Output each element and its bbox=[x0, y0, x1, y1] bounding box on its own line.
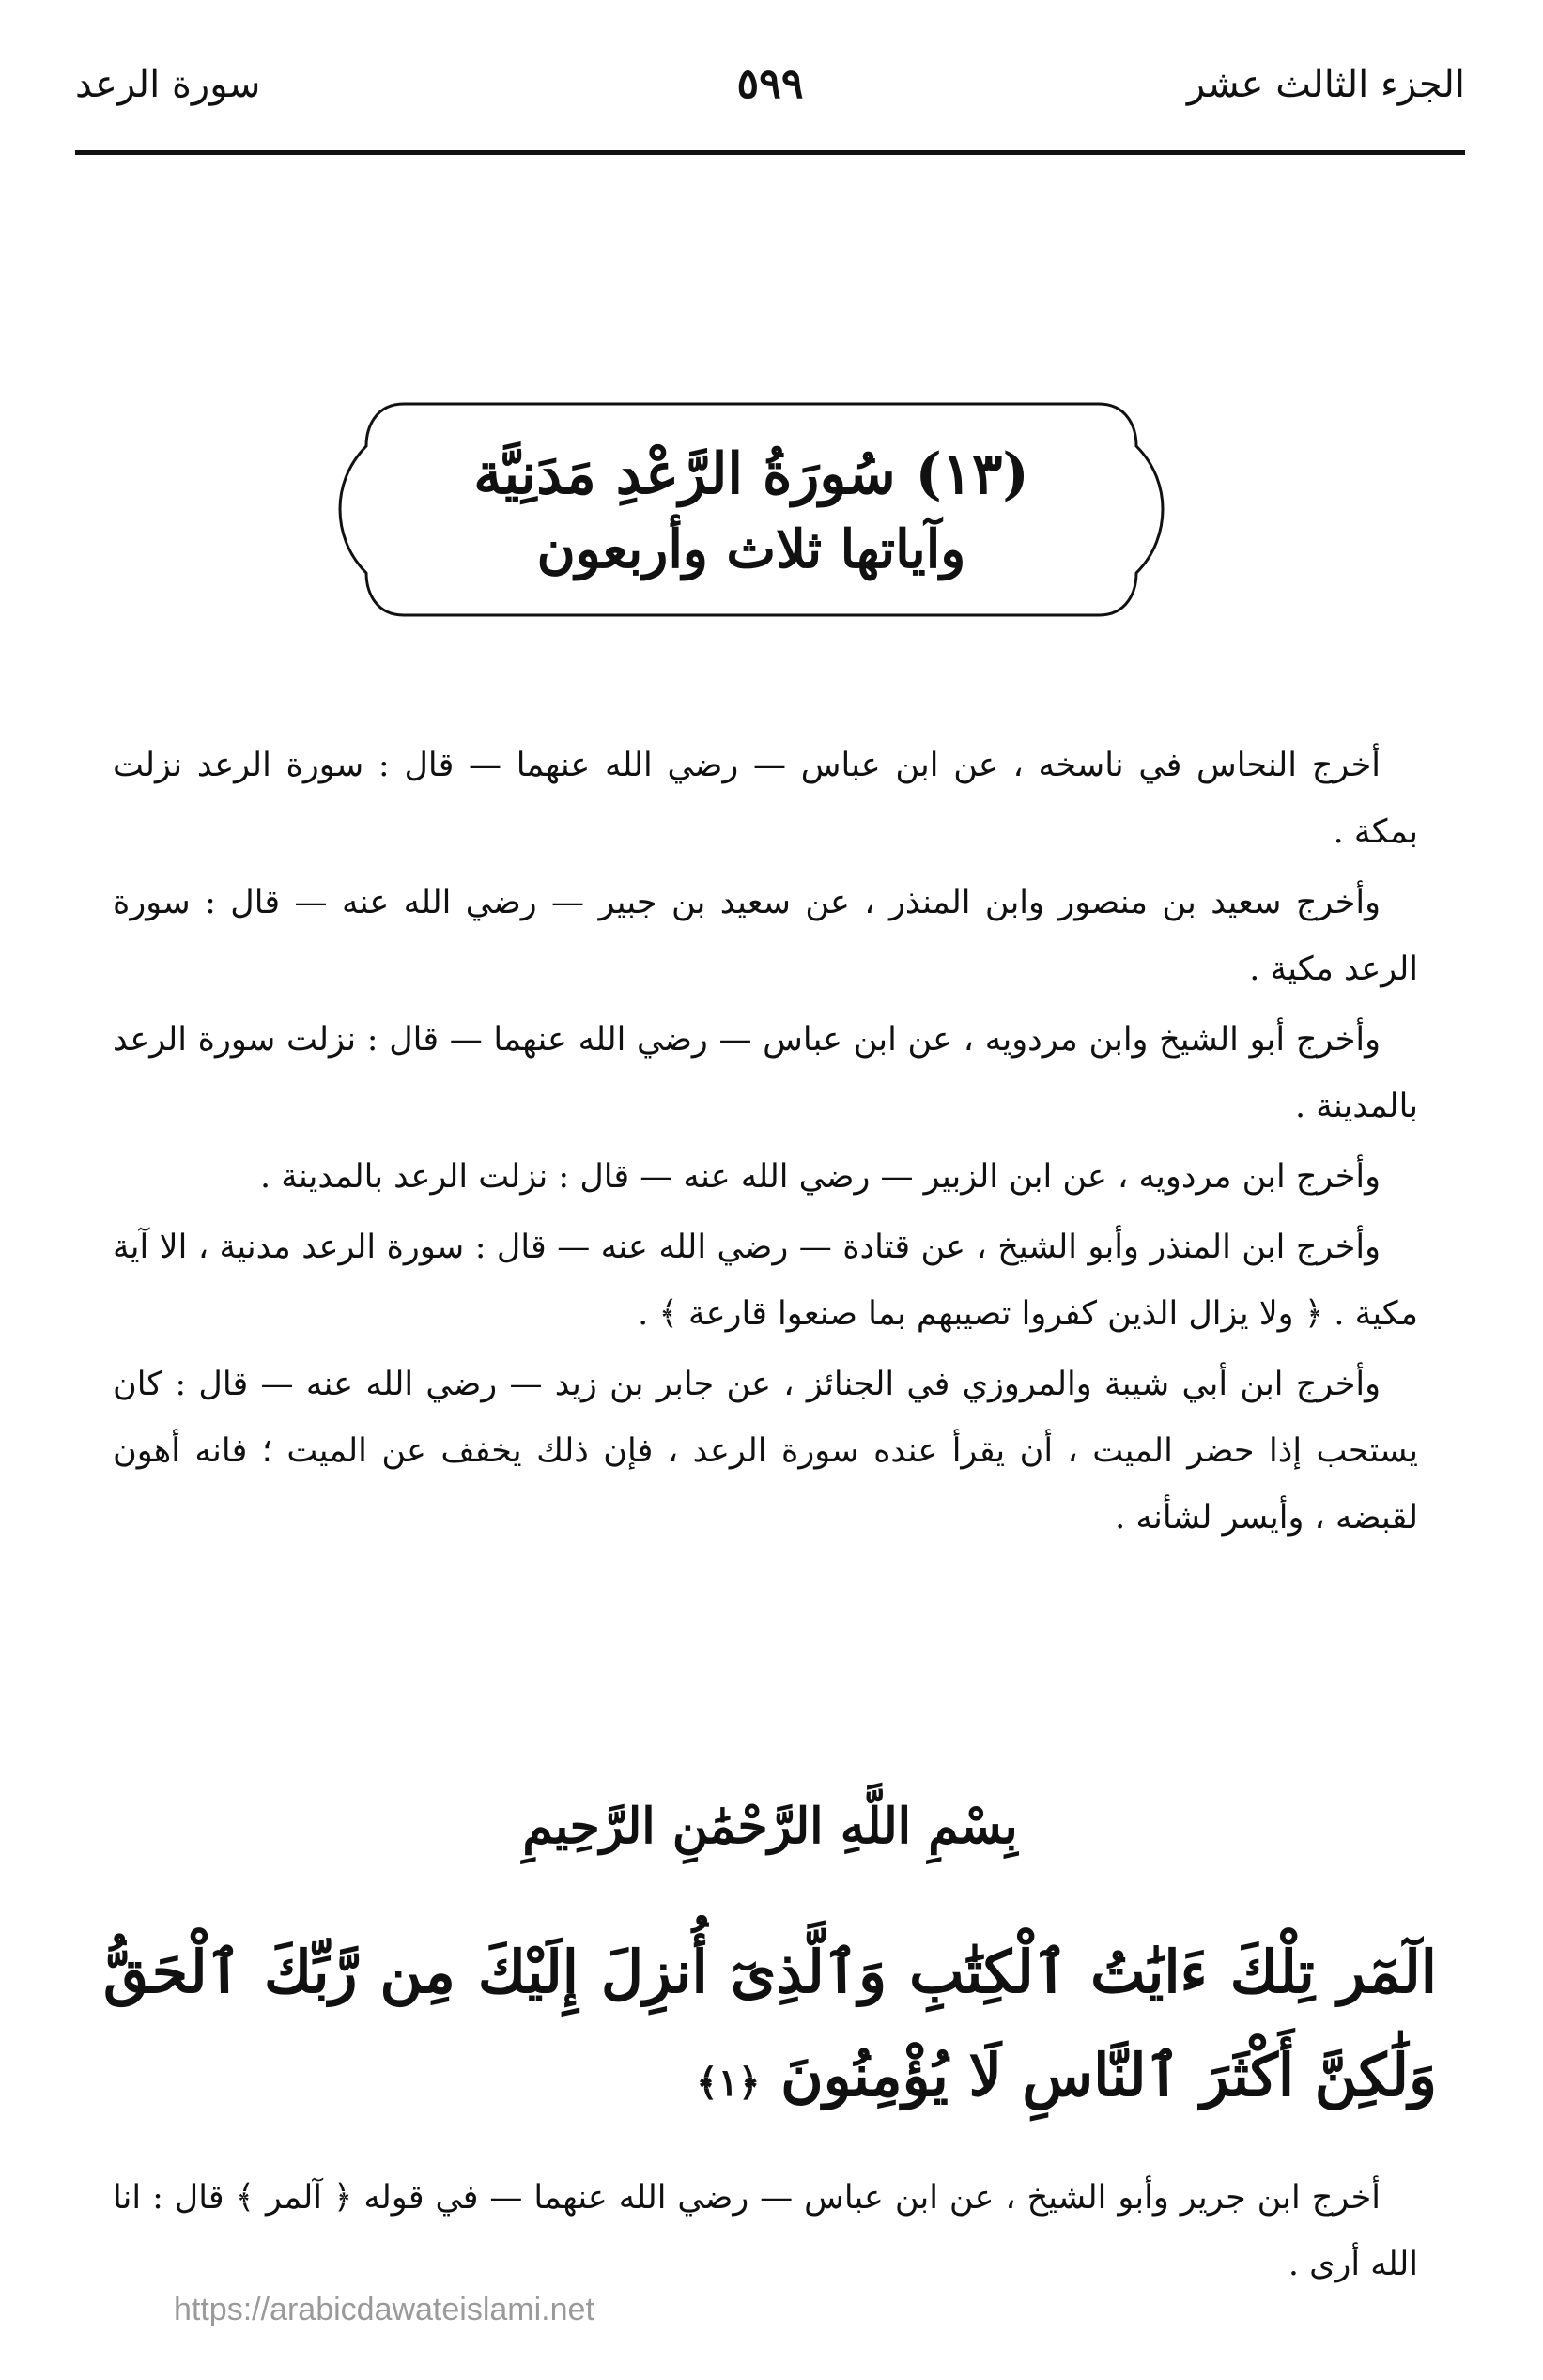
commentary bbox=[113, 2165, 1418, 2298]
paragraph: أخرج النحاس في ناسخه ، عن ابن عباس — رضي الله عنهما — قال : سورة الرعد نزلت بمكة . bbox=[113, 747, 1418, 851]
paragraph: وأخرج أبو الشيخ وابن مردويه ، عن ابن عباس — رضي الله عنهما — قال : نزلت سورة الرعد بالمدينة . bbox=[113, 1021, 1418, 1125]
quran-verse bbox=[103, 1921, 1437, 2135]
verse-number: ١ bbox=[717, 2061, 739, 2105]
header-rule bbox=[75, 150, 1465, 155]
surah-title: (١٣) سُورَةُ الرَّعْدِ مَدَنِيَّة bbox=[473, 441, 1029, 507]
page-header bbox=[75, 47, 1465, 122]
paragraph: وأخرج سعيد بن منصور وابن المنذر ، عن سعيد بن جبير — رضي الله عنه — قال : سورة الرعد مكية . bbox=[113, 884, 1418, 988]
basmala: بِسْمِ اللَّهِ الرَّحْمَٰنِ الرَّحِيمِ bbox=[522, 1798, 1018, 1855]
surah-label: سورة الرعد bbox=[75, 63, 261, 106]
paragraph: أخرج ابن جرير وأبو الشيخ ، عن ابن عباس — رضي الله عنهما — في قوله ﴿ آلمر ﴾ قال : انا الله أرى . bbox=[113, 2179, 1418, 2283]
surah-verse-count: وآياتها ثلاث وأربعون bbox=[536, 518, 966, 580]
verse-number-marker: ﴿١﴾ bbox=[696, 2061, 761, 2105]
page-number: ٥٩٩ bbox=[736, 60, 804, 108]
paragraph: وأخرج ابن أبي شيبة والمروزي في الجنائز ، عن جابر بن زيد — رضي الله عنه — قال : كان يستحب إذا حضر الميت ، أن يقرأ عنده سورة الرعد ، فإن ذلك يخفف عن الميت ؛ فانه أهون لقبضه ، وأيسر لشأنه . bbox=[113, 1366, 1418, 1537]
part-label: الجزء الثالث عشر bbox=[1186, 63, 1465, 106]
narrations bbox=[113, 733, 1418, 1555]
paragraph: وأخرج ابن المنذر وأبو الشيخ ، عن قتادة — رضي الله عنه — قال : سورة الرعد مدنية ، الا آية مكية . ﴿ ولا يزال الذين كفروا تصيبهم بما صنعوا قارعة ﴾ . bbox=[113, 1229, 1418, 1333]
watermark-url: https://arabicdawateislami.net bbox=[174, 2292, 594, 2327]
verse-text: الٓمٓر تِلْكَ ءَايَٰتُ ٱلْكِتَٰبِ وَٱلَّذِىٓ أُنزِلَ إِلَيْكَ مِن رَّبِّكَ ٱلْحَقُّ وَلَٰكِنَّ أَكْثَرَ ٱلنَّاسِ لَا يُؤْمِنُونَ bbox=[103, 1938, 1437, 2110]
surah-title-cartouche bbox=[338, 399, 1165, 620]
paragraph: وأخرج ابن مردويه ، عن ابن الزبير — رضي الله عنه — قال : نزلت الرعد بالمدينة . bbox=[260, 1158, 1381, 1196]
